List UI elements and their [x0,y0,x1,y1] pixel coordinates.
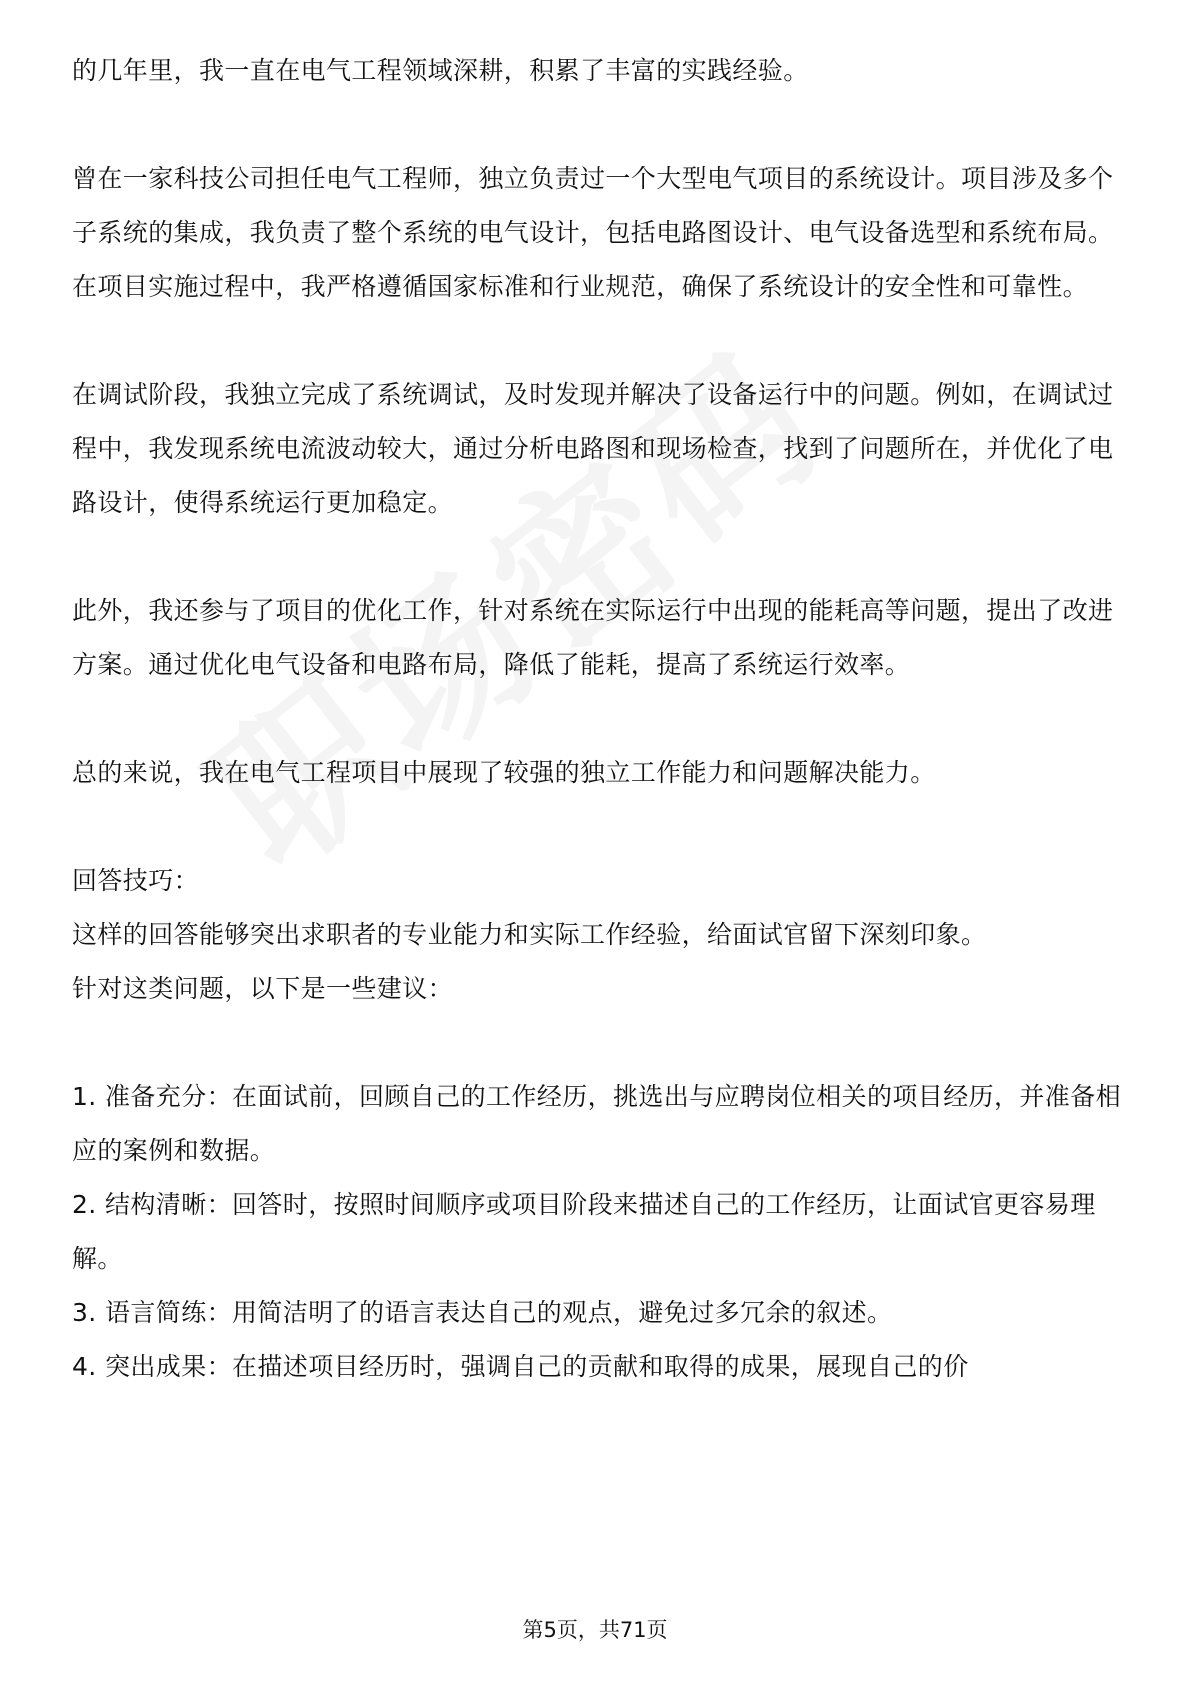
paragraph-gap [72,692,1132,746]
tip-item-1: 1. 准备充分：在面试前，回顾自己的工作经历，挑选出与应聘岗位相关的项目经历，并准备相应的案例和数据。 [72,1082,1122,1165]
tip-item-3: 3. 语言简练：用简洁明了的语言表达自己的观点，避免过多冗余的叙述。 [72,1298,893,1327]
page-number: 第5页，共71页 [522,1618,668,1642]
paragraph-gap [72,800,1132,854]
paragraph-2: 曾在一家科技公司担任电气工程师，独立负责过一个大型电气项目的系统设计。项目涉及多个子系统的集成，我负责了整个系统的电气设计，包括电路图设计、电气设备选型和系统布局。在项目实施过程中，我严格遵循国家标准和行业规范，确保了系统设计的安全性和可靠性。 [72,164,1114,301]
paragraph-gap [72,98,1132,152]
paragraph-5: 总的来说，我在电气工程项目中展现了较强的独立工作能力和问题解决能力。 [72,758,936,787]
tips-heading: 回答技巧： [72,866,200,895]
paragraph-gap [72,314,1132,368]
paragraph-gap [72,530,1132,584]
tips-list [72,1070,1132,1394]
document-body [72,44,1132,1394]
tip-item-2: 2. 结构清晰：回答时，按照时间顺序或项目阶段来描述自己的工作经历，让面试官更容易理解。 [72,1190,1096,1273]
paragraph-1: 的几年里，我一直在电气工程领域深耕，积累了丰富的实践经验。 [72,56,809,85]
tip-item-4: 4. 突出成果：在描述项目经历时，强调自己的贡献和取得的成果，展现自己的价 [72,1352,969,1381]
tips-intro: 这样的回答能够突出求职者的专业能力和实际工作经验，给面试官留下深刻印象。 [72,920,987,949]
tips-lead: 针对这类问题，以下是一些建议： [72,974,454,1003]
paragraph-gap [72,1016,1132,1070]
paragraph-4: 此外，我还参与了项目的优化工作，针对系统在实际运行中出现的能耗高等问题，提出了改进方案。通过优化电气设备和电路布局，降低了能耗，提高了系统运行效率。 [72,596,1114,679]
paragraph-3: 在调试阶段，我独立完成了系统调试，及时发现并解决了设备运行中的问题。例如，在调试过程中，我发现系统电流波动较大，通过分析电路图和现场检查，找到了问题所在，并优化了电路设计，使得系统运行更加稳定。 [72,380,1114,517]
